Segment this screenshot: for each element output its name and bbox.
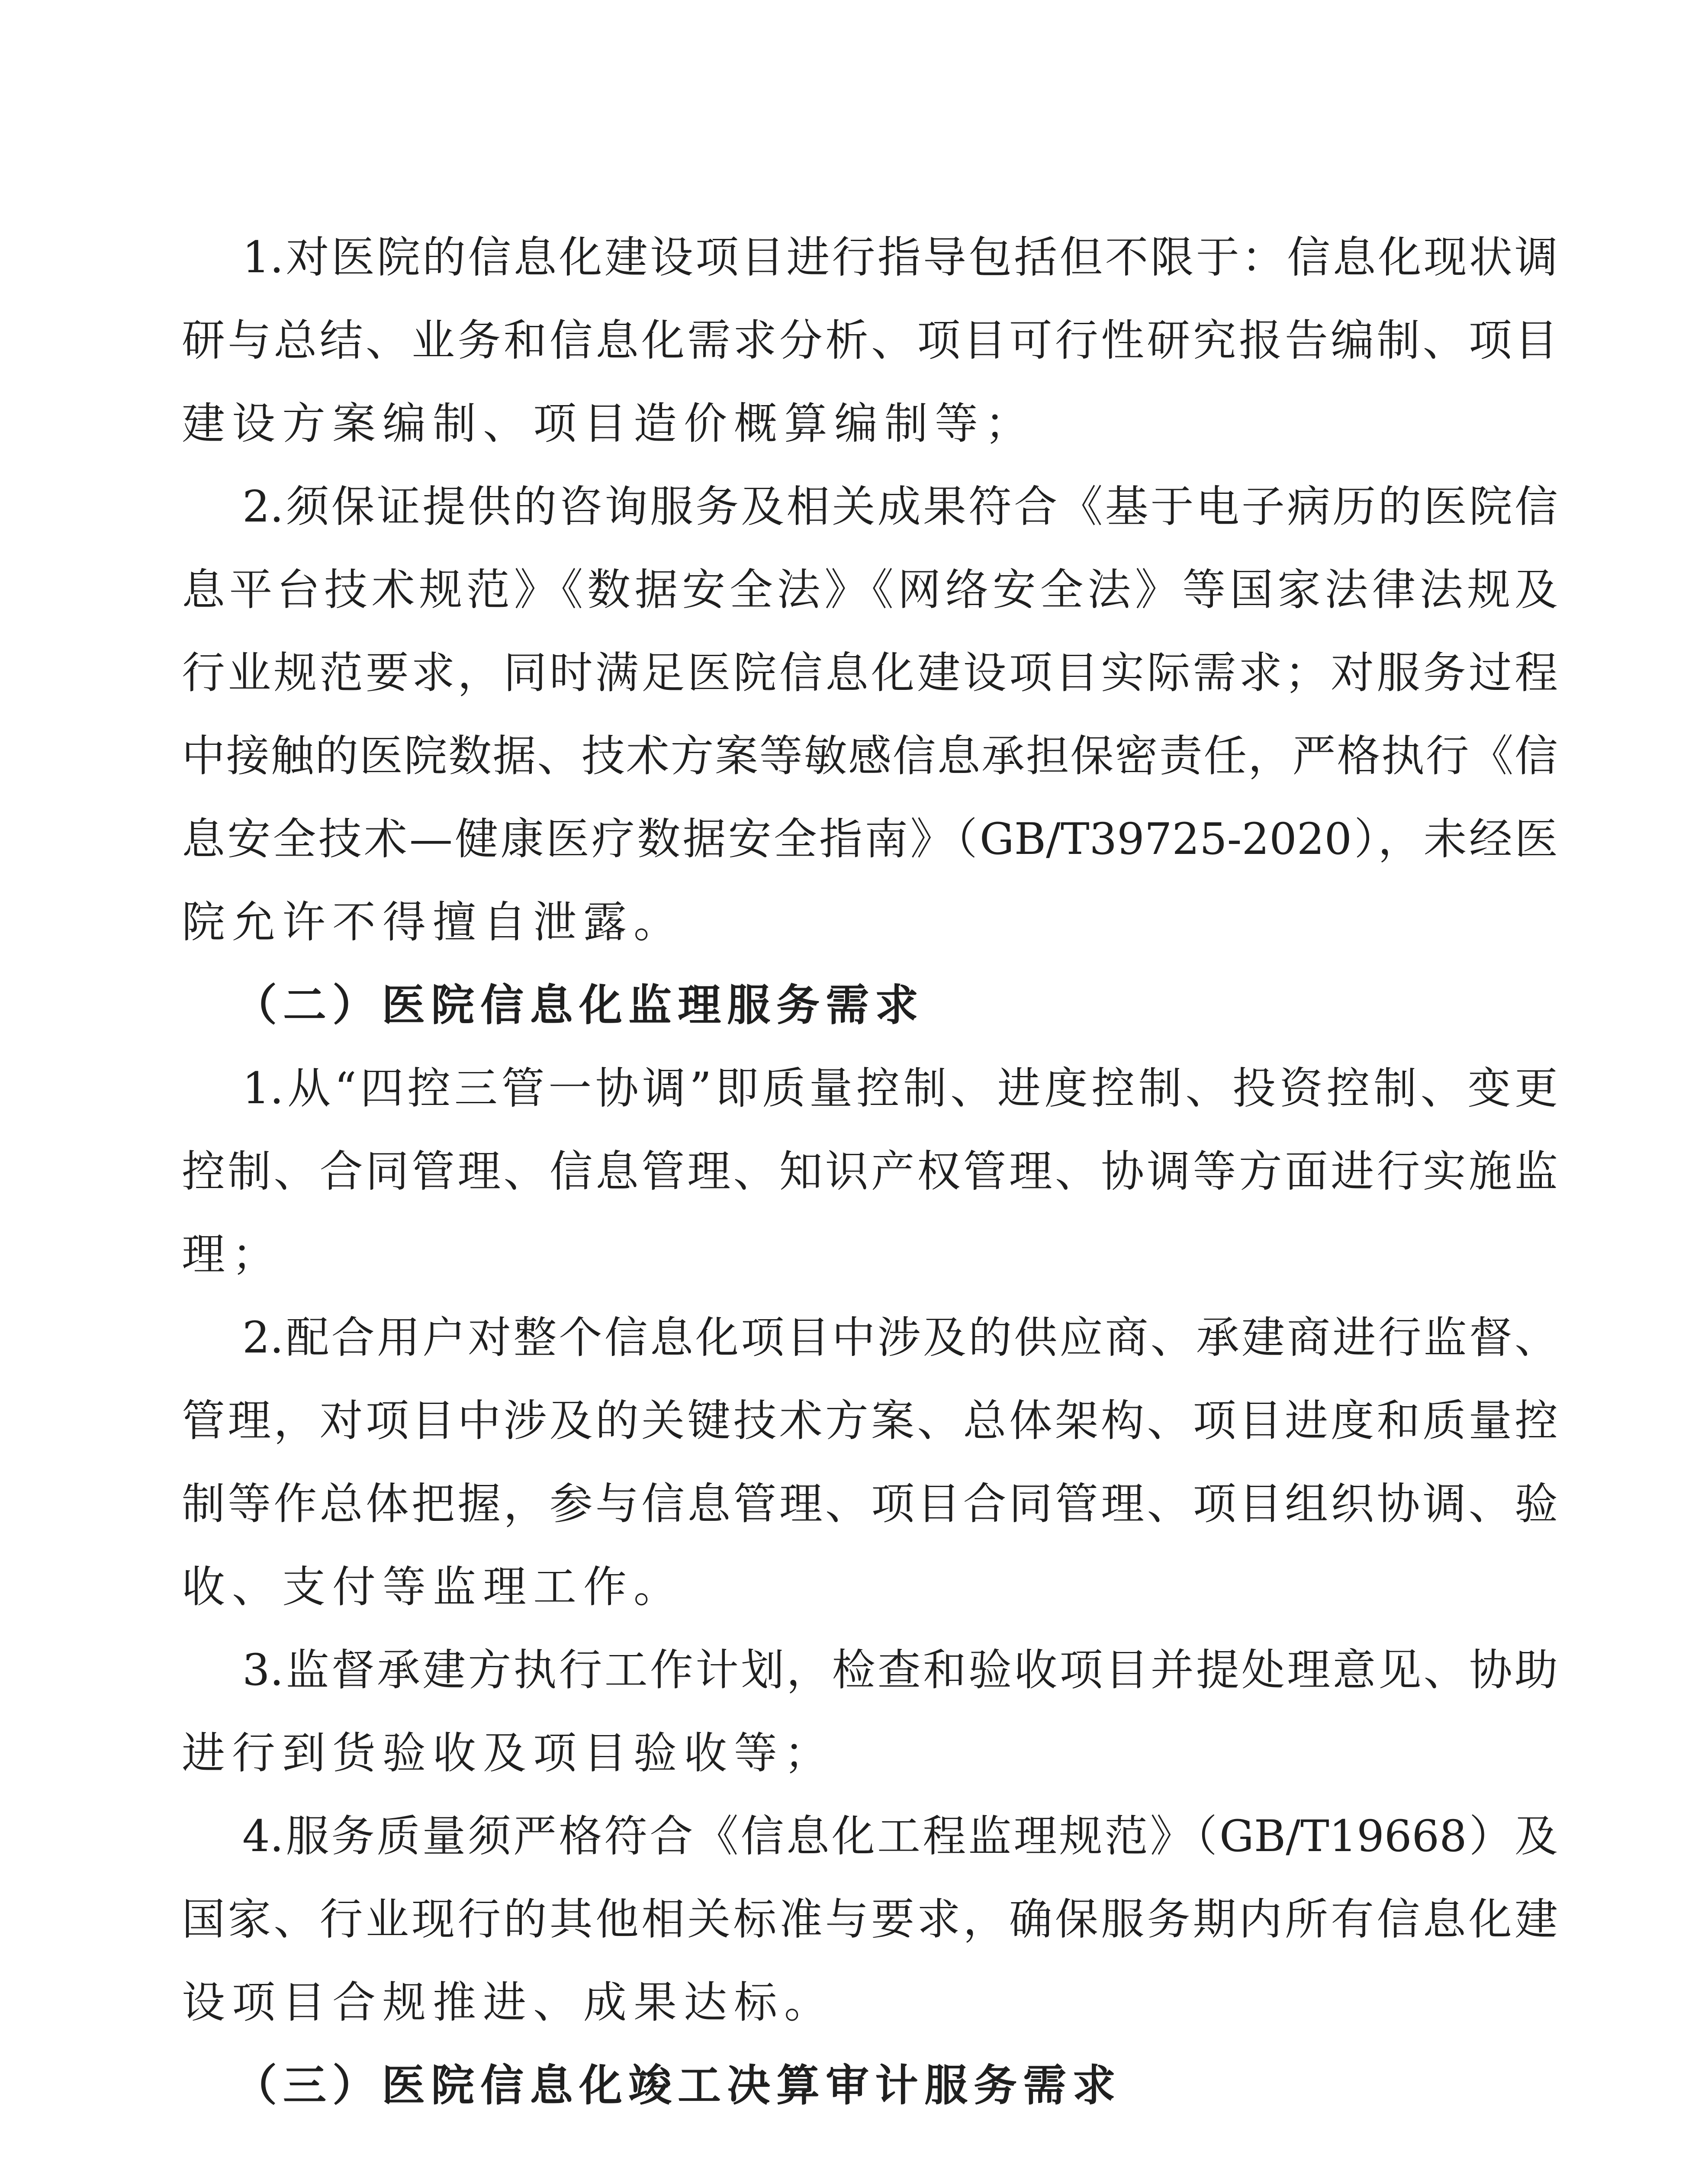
paragraph-line: 2.须保证提供的咨询服务及相关成果符合《基于电子病历的医院信 <box>242 481 1558 532</box>
paragraph-line: 院允许不得擅自泄露。 <box>182 897 684 947</box>
paragraph-line: 理； <box>182 1229 282 1280</box>
paragraph-line: 管理，对项目中涉及的关键技术方案、总体架构、项目进度和质量控 <box>182 1395 1558 1446</box>
paragraph-line: 国家、行业现行的其他相关标准与要求，确保服务期内所有信息化建 <box>182 1894 1558 1945</box>
paragraph-line: 4.服务质量须严格符合《信息化工程监理规范》（GB/T19668）及 <box>242 1811 1558 1861</box>
paragraph-line: 进行到货验收及项目验收等； <box>182 1728 834 1778</box>
section-heading: （二）医院信息化监理服务需求 <box>234 980 924 1030</box>
paragraph-line: 行业规范要求，同时满足医院信息化建设项目实际需求；对服务过程 <box>182 647 1558 698</box>
section-heading: （三）医院信息化竣工决算审计服务需求 <box>234 2060 1122 2111</box>
paragraph-line: 中接触的医院数据、技术方案等敏感信息承担保密责任，严格执行《信 <box>182 731 1558 781</box>
paragraph-line: 息平台技术规范》《数据安全法》《网络安全法》等国家法律法规及 <box>182 564 1558 615</box>
paragraph-line: 息安全技术—健康医疗数据安全指南》（GB/T39725-2020），未经医 <box>182 814 1558 864</box>
paragraph-line: 建设方案编制、项目造价概算编制等； <box>182 398 1035 449</box>
paragraph-line: 制等作总体把握，参与信息管理、项目合同管理、项目组织协调、验 <box>182 1478 1558 1529</box>
paragraph-line: 3.监督承建方执行工作计划，检查和验收项目并提处理意见、协助 <box>242 1645 1558 1695</box>
paragraph-line: 1.对医院的信息化建设项目进行指导包括但不限于：信息化现状调 <box>242 232 1558 283</box>
paragraph-line: 1.从“四控三管一协调”即质量控制、进度控制、投资控制、变更 <box>242 1063 1558 1114</box>
paragraph-line: 2.配合用户对整个信息化项目中涉及的供应商、承建商进行监督、 <box>242 1312 1558 1363</box>
paragraph-line: 研与总结、业务和信息化需求分析、项目可行性研究报告编制、项目 <box>182 315 1558 366</box>
paragraph-line: 收、支付等监理工作。 <box>182 1562 684 1612</box>
paragraph-line: 设项目合规推进、成果达标。 <box>182 1977 834 2028</box>
paragraph-line: 控制、合同管理、信息管理、知识产权管理、协调等方面进行实施监 <box>182 1146 1558 1197</box>
